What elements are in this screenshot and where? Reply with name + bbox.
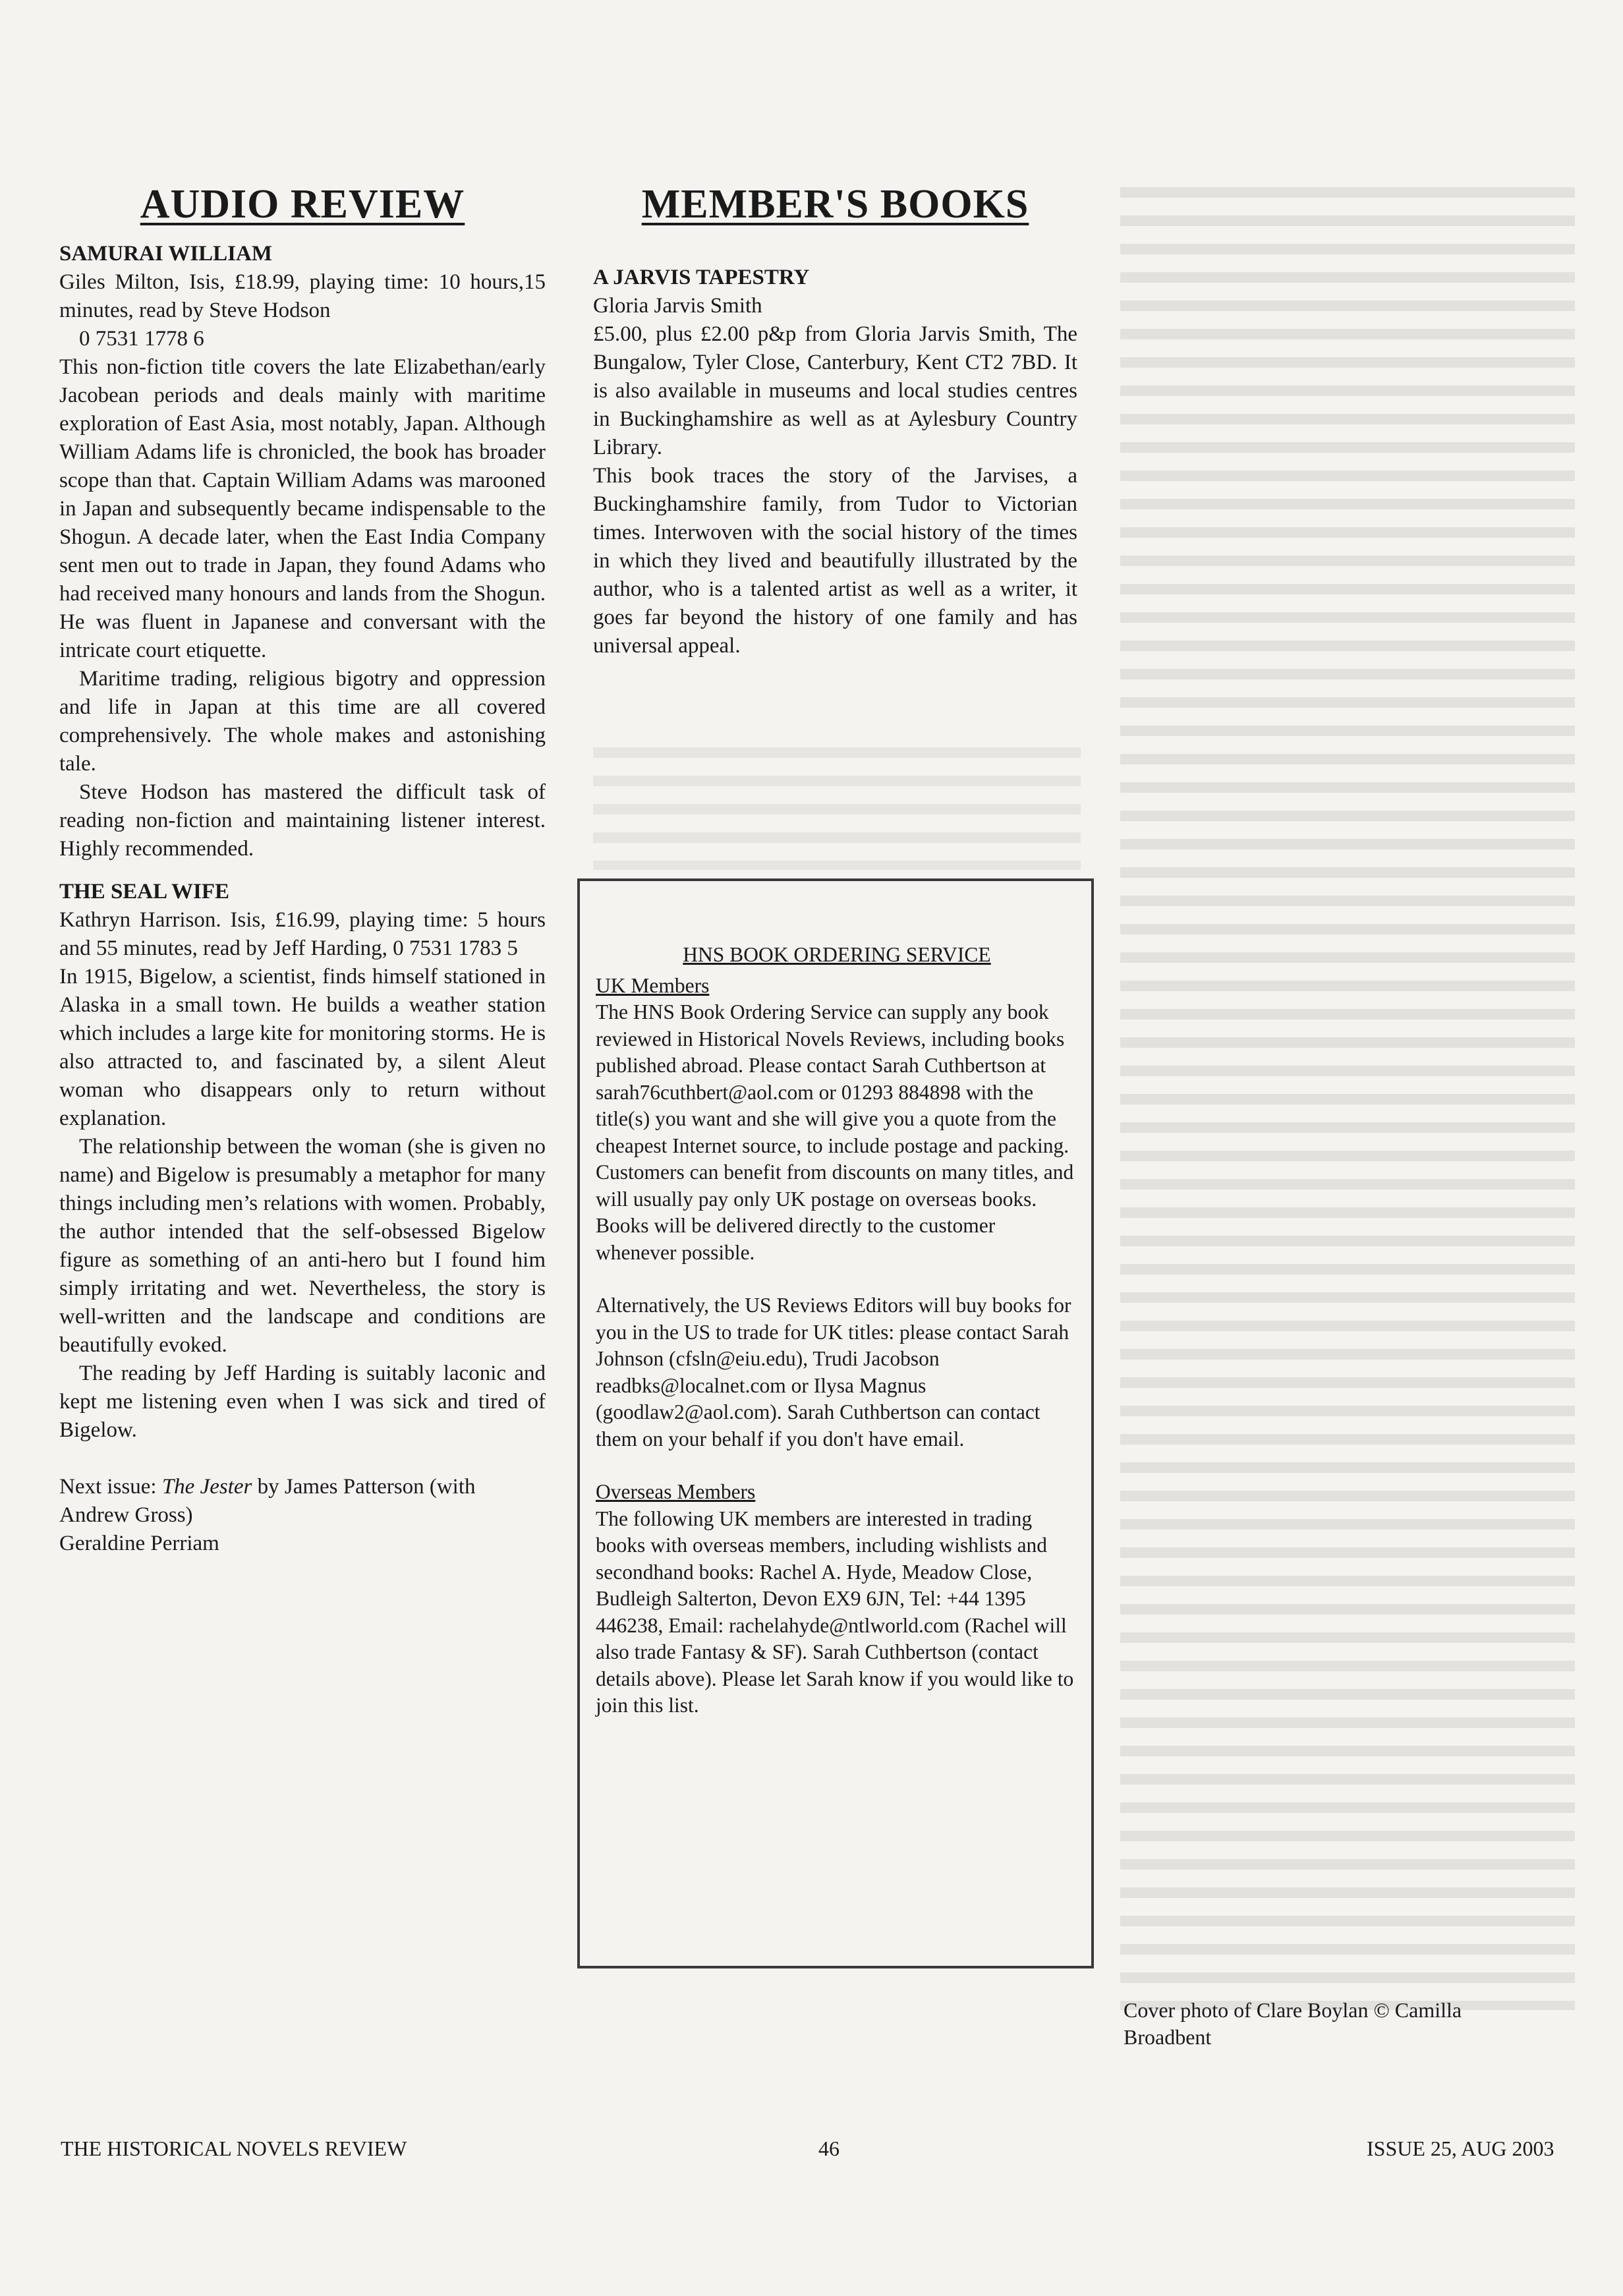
members-books-heading: MEMBER'S BOOKS [641, 182, 1029, 227]
reverse-side-show-through [1120, 178, 1575, 2010]
reviewer-name: Geraldine Perriam [59, 1532, 219, 1555]
next-issue-note [59, 1473, 546, 1530]
review-paragraph: The relationship between the woman (she is given no name) and Bigelow is presumably a metaphor for many things including men’s relations with women. Probably, the author intended that the self-obsessed Bigelow figure as something of an anti-hero but I found him simply irritating and wet. Nevertheless, the story is well-written and the landscape and conditions are beautifully evoked. [59, 1135, 546, 1357]
reverse-side-show-through-mid [593, 738, 1081, 870]
audio-review-column [59, 178, 546, 1558]
next-issue-title: The Jester [161, 1475, 252, 1499]
members-books-column [593, 178, 1077, 660]
hns-ordering-service-box [577, 878, 1094, 1968]
uk-members-heading: UK Members [596, 973, 710, 997]
review-isbn: 0 7531 1778 6 [79, 327, 204, 351]
next-issue-suffix: by James Patterson (with Andrew Gross) [59, 1475, 476, 1527]
review-details: Giles Milton, Isis, £18.99, playing time: 10 hours,15 minutes, read by Steve Hodson [59, 270, 546, 322]
overseas-members-heading: Overseas Members [596, 1480, 756, 1503]
book-author: Gloria Jarvis Smith [593, 294, 762, 318]
review-paragraph: This non-fiction title covers the late Elizabethan/early Jacobean periods and deals mainly with maritime exploration of East Asia, most notably, Japan. Although William Adams life is chronicled, the book has broader scope than that. Captain William Adams was marooned in Japan and subsequently became indispensable to the Shogun. A decade later, when the East India Company sent men out to trade in Japan, they found Adams who had received many honours and lands from the Shogun. He was fluent in Japanese and conversant with the intricate court etiquette. [59, 355, 546, 662]
review-title: THE SEAL WIFE [59, 880, 229, 904]
review-details: Kathryn Harrison. Isis, £16.99, playing time: 5 hours and 55 minutes, read by Jeff Harding, 0 7531 1783 5 [59, 908, 546, 960]
cover-photo-credit: Cover photo of Clare Boylan © Camilla Broadbent [1124, 1998, 1462, 2049]
review-paragraph: Steve Hodson has mastered the difficult task of reading non-fiction and maintaining listener interest. Highly recommended. [59, 780, 546, 861]
book-description: This book traces the story of the Jarvises, a Buckinghamshire family, from Tudor to Victorian times. Interwoven with the social history of the times in which they lived and beautifully illustrated by the author, who is a talented artist as well as a writer, it goes far beyond the history of one family and has universal appeal. [593, 464, 1077, 658]
uk-members-text: The HNS Book Ordering Service can supply any book reviewed in Historical Novels Reviews, including books published abroad. Please contact Sarah Cuthbertson at sarah76cuthbert@aol.com or 01293 884898 with the title(s) you want and she will give you a quote from the cheapest Internet source, to include postage and packing. Customers can benefit from discounts on many titles, and will usually pay only UK postage on overseas books. Books will be delivered directly to the customer whenever possible. [596, 1000, 1074, 1264]
box-title: HNS BOOK ORDERING SERVICE [683, 943, 991, 966]
book-details: £5.00, plus £2.00 p&p from Gloria Jarvis Smith, The Bungalow, Tyler Close, Canterbury, Kent CT2 7BD. It is also available in museums and local studies centres in Buckinghamshire as well as at Aylesbury Country Library. [593, 322, 1077, 459]
audio-review-heading: AUDIO REVIEW [140, 182, 465, 227]
footer-publication: THE HISTORICAL NOVELS REVIEW [61, 2137, 407, 2160]
footer-issue: ISSUE 25, AUG 2003 [1367, 2137, 1554, 2160]
footer-page-number: 46 [818, 2137, 840, 2160]
next-issue-prefix: Next issue: [59, 1475, 162, 1499]
review-title: SAMURAI WILLIAM [59, 242, 273, 266]
us-editors-text: Alternatively, the US Reviews Editors will buy books for you in the US to trade for UK titles: please contact Sarah Johnson (cfsln@eiu.edu), Trudi Jacobson readbks@localnet.com or Ilysa Magnus (goodlaw2@aol.com). Sarah Cuthbertson can contact them on your behalf if you don't have email. [596, 1294, 1071, 1450]
book-title: A JARVIS TAPESTRY [593, 266, 810, 289]
review-paragraph: In 1915, Bigelow, a scientist, finds himself stationed in Alaska in a small town. He builds a weather station which includes a large kite for monitoring storms. He is also attracted to, and fascinated by, a silent Aleut woman who disappears only to return without explanation. [59, 965, 546, 1130]
overseas-members-text: The following UK members are interested in trading books with overseas members, including wishlists and secondhand books: Rachel A. Hyde, Meadow Close, Budleigh Salterton, Devon EX9 6JN, Tel: +44 1395 446238, Email: rachelahyde@ntlworld.com (Rachel will also trade Fantasy & SF). Sarah Cuthbertson (contact details above). Please let Sarah know if you would like to join this list. [596, 1507, 1074, 1717]
review-paragraph: Maritime trading, religious bigotry and oppression and life in Japan at this time are all covered comprehensively. The whole makes and astonishing tale. [59, 667, 546, 776]
review-paragraph: The reading by Jeff Harding is suitably laconic and kept me listening even when I was sick and tired of Bigelow. [59, 1362, 546, 1442]
